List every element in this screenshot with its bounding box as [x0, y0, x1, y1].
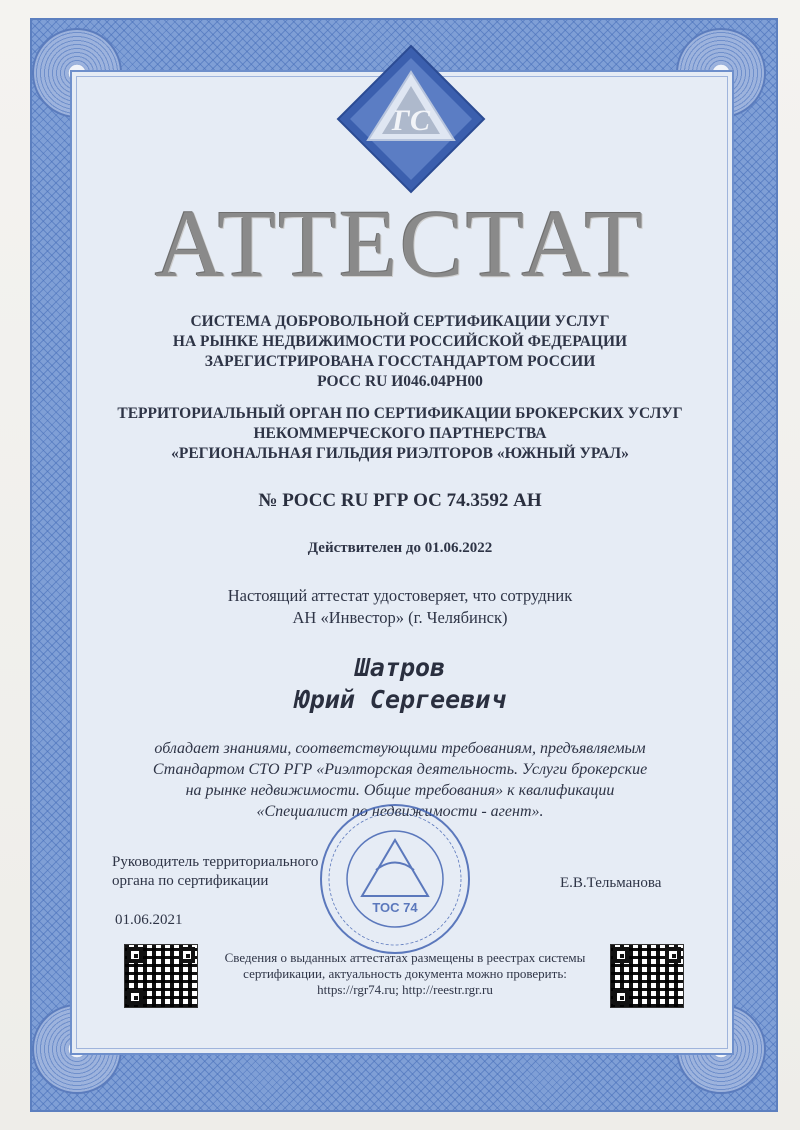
- certification-system-block: [0, 312, 800, 392]
- qr-code-left: [124, 944, 198, 1008]
- system-line: СИСТЕМА ДОБРОВОЛЬНОЙ СЕРТИФИКАЦИИ УСЛУГ: [190, 313, 610, 330]
- description-line: обладает знаниями, соответствующими требованиям, предъявляемым: [154, 740, 646, 757]
- registry-line: сертификации, актуальность документа можно проверить:: [243, 966, 567, 981]
- authority-line: «РЕГИОНАЛЬНАЯ ГИЛЬДИЯ РИЭЛТОРОВ «ЮЖНЫЙ УРАЛ»: [171, 445, 629, 462]
- authority-line: НЕКОММЕРЧЕСКОГО ПАРТНЕРСТВА: [253, 425, 547, 442]
- description-line: «Специалист по недвижимости - агент».: [256, 803, 544, 820]
- qr-finder: [179, 947, 195, 963]
- intro-line: Настоящий аттестат удостоверяет, что сотрудник: [227, 586, 573, 605]
- svg-text:ТОС 74: ТОС 74: [372, 900, 418, 915]
- qr-finder: [127, 947, 143, 963]
- signer-name: Е.В.Тельманова: [560, 875, 662, 891]
- issue-date: 01.06.2021: [115, 912, 183, 928]
- qr-finder: [613, 989, 629, 1005]
- system-line: ЗАРЕГИСТРИРОВАНА ГОССТАНДАРТОМ РОССИИ: [204, 353, 596, 370]
- official-stamp: [316, 800, 474, 958]
- qr-finder: [127, 989, 143, 1005]
- authority-block: [0, 404, 800, 464]
- certification-logo: [336, 44, 486, 194]
- system-line: РОСС RU И046.04РН00: [317, 373, 483, 390]
- authority-line: ТЕРРИТОРИАЛЬНЫЙ ОРГАН ПО СЕРТИФИКАЦИИ БРОКЕРСКИХ УСЛУГ: [117, 405, 683, 422]
- registry-info: [200, 950, 610, 998]
- head-of-authority-label: [112, 853, 318, 891]
- head-line: органа по сертификации: [112, 873, 269, 889]
- description-line: Стандартом СТО РГР «Риэлторская деятельность. Услуги брокерские: [152, 761, 648, 778]
- certificate-number: № РОСС RU РГР ОС 74.3592 АН: [258, 490, 542, 511]
- svg-text:ГС: ГС: [391, 104, 431, 137]
- description-line: на рынке недвижимости. Общие требования» к квалификации: [185, 782, 615, 799]
- validity-date: Действителен до 01.06.2022: [307, 540, 493, 556]
- holder-given-names: Юрий Сергеевич: [294, 685, 506, 714]
- registry-line: Сведения о выданных аттестатах размещены в реестрах системы: [224, 950, 586, 965]
- qr-finder: [665, 947, 681, 963]
- intro-line: АН «Инвестор» (г. Челябинск): [292, 608, 508, 627]
- qr-finder: [613, 947, 629, 963]
- system-line: НА РЫНКЕ НЕДВИЖИМОСТИ РОССИЙСКОЙ ФЕДЕРАЦИИ: [172, 333, 628, 350]
- qr-code-right: [610, 944, 684, 1008]
- holder-surname: Шатров: [354, 653, 446, 682]
- registry-links[interactable]: https://rgr74.ru; http://reestr.rgr.ru: [317, 982, 493, 997]
- intro-text: [0, 585, 800, 629]
- head-line: Руководитель территориального: [112, 854, 319, 870]
- document-title: АТТЕСТАТ: [154, 190, 646, 297]
- holder-name: [0, 652, 800, 716]
